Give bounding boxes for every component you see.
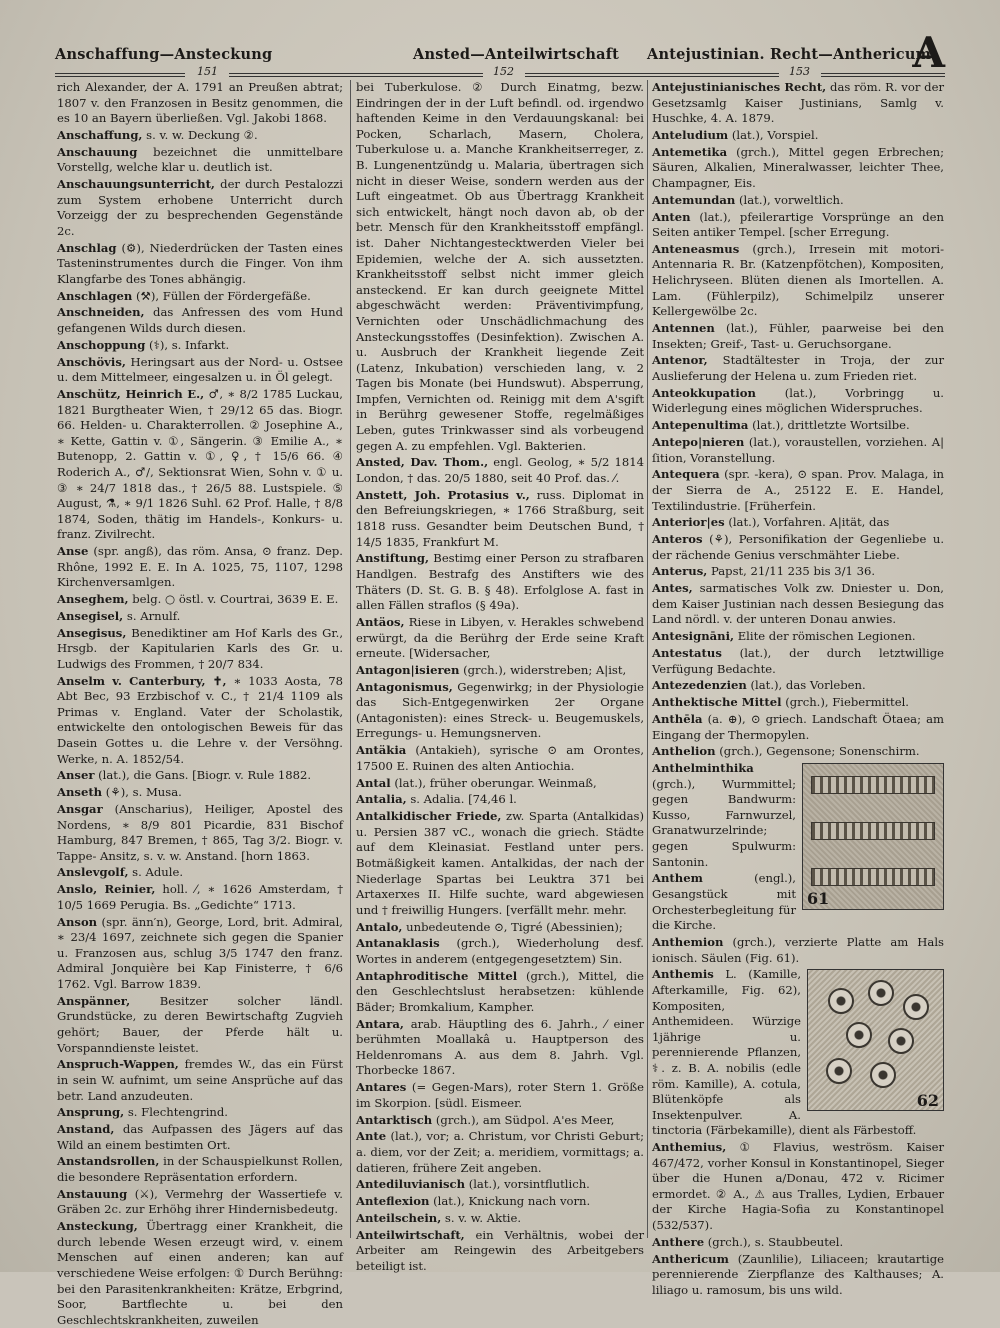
page-number-bar xyxy=(55,66,945,80)
entry-headword: Anteflexion xyxy=(356,1194,430,1209)
dictionary-entry xyxy=(356,776,644,792)
dictionary-entry xyxy=(652,435,944,466)
entry-text: (grch.), Irresein mit motori- Antennaria R. Br. (Katzenpfötchen), Kompositen, Helichryseen. Blüten dienen als Imortellen. A. Lam. (Fühlerpilz), Schimelpilz unserer Kellergewölbe 2c. xyxy=(652,241,944,319)
page-number-3: 153 xyxy=(789,65,810,78)
entry-text: (Anscharius), Heiliger, Apostel des Nordens, ∗ 8/9 801 Picardie, 831 Bischof Hamburg, 847 Bremen, † 865, Tag 3/2. Biogr. v. Tappe- Ansitz, s. v. w. Anstand. [horn 1863. xyxy=(57,801,343,863)
entry-text: s. v. w. Deckung ②. xyxy=(142,127,258,142)
entry-text: rich Alexander, der A. 1791 an Preußen abtrat; 1807 v. den Franzosen in Besitz genommen, die es 10 an Bayern überließen. Vgl. Jakobi 1868. xyxy=(57,80,343,126)
dictionary-entry xyxy=(57,289,343,305)
dictionary-entry xyxy=(356,920,644,936)
dictionary-entry xyxy=(57,355,343,386)
entry-text: (lat.), Fühler, paarweise bei den Insekten; Greif-, Tast- u. Geruchsorgane. xyxy=(652,321,944,351)
entry-text: s. Arnulf. xyxy=(123,608,181,623)
header-center: Ansted—Anteilwirtschaft xyxy=(413,46,620,63)
entry-headword: Anterus, xyxy=(652,564,708,579)
flower-head xyxy=(828,988,854,1014)
rule xyxy=(55,73,185,74)
entry-text: (lat.), vorweltlich. xyxy=(735,192,844,207)
dictionary-entry xyxy=(356,792,644,808)
entry-headword: Ansteckung, xyxy=(57,1219,138,1234)
entry-headword: Anteludium xyxy=(652,127,729,142)
entry-text: (lat.), die Gans. [Biogr. v. Rule 1882. xyxy=(94,768,312,783)
entry-text: (lat.), Vorfahren. A|ität, das xyxy=(724,515,890,530)
dictionary-entry xyxy=(57,1105,343,1121)
entry-headword: Antalia, xyxy=(356,792,407,807)
entry-text: engl. Geolog, ∗ 5/2 1814 London, † das. 20/5 1880, seit 40 Prof. das. ⁄. xyxy=(356,455,644,486)
entry-headword: Antanaklasis xyxy=(356,936,440,951)
entry-headword: Anten xyxy=(652,209,691,224)
entry-text: (lat.), Knickung nach vorn. xyxy=(429,1194,591,1209)
dictionary-entry xyxy=(57,544,343,591)
entry-headword: Anschütz, Heinrich E., xyxy=(57,386,205,401)
entry-text: (Antakieh), syrische ⊙ am Orontes, 17500 E. Ruinen des alten Antiochia. xyxy=(356,743,644,773)
entry-text: das Anfressen des vom Hund gefangenen Wilds durch diesen. xyxy=(57,305,343,336)
entry-text: in der Schauspielkunst Rollen, die besondere Repräsentation erfordern. xyxy=(57,1154,343,1185)
entry-text: (grch.), Wurmmittel; gegen Bandwurm: Kusso, Farnwurzel, Granatwurzelrinde; gegen Spulwurm: Santonin. xyxy=(652,776,796,869)
dictionary-entry xyxy=(57,592,343,608)
dictionary-entry xyxy=(652,321,944,352)
entry-headword: Antemundan xyxy=(652,192,736,207)
entry-headword: Anson xyxy=(57,914,98,929)
entry-text: Benediktiner am Hof Karls des Gr., Hrsgb. der Kapitularien Karls des Gr. u. Ludwigs des Frommen, † 20/7 834. xyxy=(57,625,343,671)
entry-text: (lat.), das Vorleben. xyxy=(746,678,866,693)
entry-headword: Antediluvianisch xyxy=(356,1177,466,1192)
entry-text: (lat.), der durch letztwillige Verfügung Bedachte. xyxy=(652,645,944,676)
entry-text: (grch.), am Südpol. A'es Meer, xyxy=(432,1112,615,1127)
ornament-band xyxy=(811,776,935,794)
entry-headword: Anseth xyxy=(57,785,103,800)
column-2 xyxy=(356,80,644,1273)
entry-text: (⚕), s. Infarkt. xyxy=(145,337,230,352)
dictionary-entry xyxy=(57,882,343,913)
entry-headword: Anteros xyxy=(652,532,703,547)
dictionary-entry xyxy=(356,551,644,613)
entry-text: russ. Diplomat in den Befreiungskriegen, ∗ 1766 Straßburg, seit 1818 russ. Gesandter beim Deutschen Bund, † 14/5 1835, Frankfurt M. xyxy=(356,487,644,549)
entry-headword: Antenor, xyxy=(652,353,708,368)
entry-headword: Anser xyxy=(57,768,95,783)
entry-text: Elite der römischen Legionen. xyxy=(734,629,916,644)
dictionary-entry xyxy=(356,680,644,742)
entry-text: unbedeutende ⊙, Tigré (Abessinien); xyxy=(402,919,623,934)
entry-headword: Antares xyxy=(356,1080,407,1095)
figure-61-label: 61 xyxy=(807,889,830,909)
entry-text: das Aufpassen des Jägers auf das Wild an einem bestimten Ort. xyxy=(57,1122,343,1152)
entry-headword: Ansprung, xyxy=(57,1105,125,1120)
entry-headword: Anthere xyxy=(652,1234,705,1249)
entry-headword: Ansegisus, xyxy=(57,625,127,640)
dictionary-entry xyxy=(652,712,944,743)
entry-text: der durch Pestalozzi zum System erhobene Unterricht durch Vorzeigg der zu besprechenden Gegenstände 2c. xyxy=(57,177,343,238)
dictionary-entry xyxy=(57,305,343,336)
entry-text: Bestimg einer Person zu strafbaren Handlgen. Bestrafg des Anstifters wie des Thäters (D. St. G. B. § 48). Erfolglose A. fast in allen Fällen straflos (§ 49a). xyxy=(356,551,644,613)
dictionary-entry xyxy=(356,455,644,486)
entry-headword: Anthemion xyxy=(652,934,724,949)
entry-headword: Anschauung xyxy=(57,144,138,159)
dictionary-entry xyxy=(652,744,944,760)
entry-text: (spr. -kera), ⊙ span. Prov. Malaga, in der Sierra de A., 25122 E. E. Handel, Textilindustrie. [Früherfein. xyxy=(652,467,944,513)
dictionary-entry xyxy=(57,1057,343,1104)
entry-text: (engl.), Gesangstück mit Orchesterbegleitung für die Kirche. xyxy=(652,871,796,933)
flower-head xyxy=(903,994,929,1020)
flower-head xyxy=(846,1022,872,1048)
entry-text: (lat.), Vorspiel. xyxy=(728,127,819,142)
entry-headword: Ansegisel, xyxy=(57,608,124,623)
entry-headword: Ante xyxy=(356,1129,387,1144)
entry-headword: Antepenultima xyxy=(652,418,749,433)
dictionary-entry xyxy=(356,743,644,774)
dictionary-entry xyxy=(652,1235,944,1251)
entry-headword: Antalkidischer Friede, xyxy=(356,809,502,824)
entry-text: arab. Häuptling des 6. Jahrh., ⁄ einer berühmten Moallakâ u. Hauptperson des Heldenromans A. aus dem 8. Jahrh. Vgl. Thorbecke 1867. xyxy=(356,1016,644,1078)
dictionary-entry xyxy=(57,915,343,993)
entry-text: (grch.), widerstreben; A|ist, xyxy=(459,662,627,677)
entry-text: Riese in Libyen, v. Herakles schwebend erwürgt, da die Berührg der Erde seine Kraft erneute. [Widersacher, xyxy=(356,614,644,661)
dictionary-entry xyxy=(652,418,944,434)
rule xyxy=(229,76,483,77)
entry-headword: Anslo, Reinier, xyxy=(57,882,156,897)
column-3 xyxy=(652,80,945,1297)
dictionary-entry xyxy=(57,338,343,354)
rule xyxy=(55,76,185,77)
entry-text: (Zaunlilie), Liliaceen; krautartige perennierende Zierpflanze des Kalthauses; A. liliago u. ramosum, bis uns wild. xyxy=(652,1251,944,1297)
page-number-2: 152 xyxy=(493,65,514,78)
entry-text: s. Adalia. [74,46 l. xyxy=(406,792,517,807)
entry-headword: Anthemis xyxy=(652,967,714,982)
entry-continuation xyxy=(356,80,644,454)
dictionary-entry xyxy=(356,615,644,662)
dictionary-entry xyxy=(57,626,343,673)
entry-headword: Antepo|nieren xyxy=(652,434,745,449)
entry-text: holl. ⁄, ∗ 1626 Amsterdam, † 10/5 1669 Perugia. Bs. „Gedichte“ 1713. xyxy=(57,882,343,912)
entry-headword: Antennen xyxy=(652,321,715,336)
entry-headword: Antejustinianisches Recht, xyxy=(652,80,827,94)
dictionary-entry xyxy=(652,145,944,192)
dictionary-entry xyxy=(57,241,343,288)
entry-headword: Antesignāni, xyxy=(652,629,735,644)
entry-headword: Antalo, xyxy=(356,919,403,934)
entry-headword: Anthelminthika xyxy=(652,761,754,776)
dictionary-entry xyxy=(356,1017,644,1079)
entry-text: (a. ⊕), ⊙ griech. Landschaft Ötaea; am Eingang der Thermopylen. xyxy=(652,711,944,742)
entry-text: s. v. w. Aktie. xyxy=(441,1210,522,1225)
entry-headword: Antaphroditische Mittel xyxy=(356,968,518,983)
dictionary-entry xyxy=(652,646,944,677)
column-divider xyxy=(647,80,648,1238)
rule xyxy=(525,76,779,77)
dictionary-entry xyxy=(57,674,343,768)
entry-headword: Anthemius, xyxy=(652,1140,727,1155)
flower-head xyxy=(826,1058,852,1084)
entry-headword: Anthem xyxy=(652,871,703,886)
rule xyxy=(821,73,945,74)
dictionary-entry xyxy=(57,785,343,801)
dictionary-entry xyxy=(57,994,343,1056)
entry-text: (lat.), vorsintflutlich. xyxy=(465,1177,590,1192)
dictionary-entry xyxy=(57,145,343,176)
dictionary-entry xyxy=(356,969,644,1016)
dictionary-entry xyxy=(57,1122,343,1153)
dictionary-entry xyxy=(356,1080,644,1111)
entry-text: (⚘), Personifikation der Gegenliebe u. der rächende Genius verschmähter Liebe. xyxy=(652,532,944,562)
entry-text: zw. Sparta (Antalkidas) u. Persien 387 vC., wonach die griech. Städte auf dem Kleinasiat. Festland unter pers. Botmäßigkeit kamen. Antalkidas, der nach der Niederlage Spartas bei Leuktra 371 bei Artaxerxes II. Hilfe suchte, ward abgewiesen und † freiwillig Hungers. [verfällt mehr. mehr. xyxy=(356,809,644,917)
chamomile-illustration xyxy=(807,969,944,1111)
entry-headword: Antäos, xyxy=(356,614,405,629)
entry-text: Papst, 21/11 235 bis 3/1 36. xyxy=(707,564,876,579)
entry-headword: Ansted, Dav. Thom., xyxy=(356,455,489,470)
entry-headword: Antal xyxy=(356,775,391,790)
dictionary-entry xyxy=(652,386,944,417)
entry-headword: Anschövis, xyxy=(57,354,126,369)
dictionary-entry xyxy=(652,564,944,580)
entry-text: bei Tuberkulose. ② Durch Einatmg, bezw. Eindringen der in der Luft befindl. od. irgendwo haftenden Keime in den Verdauungskanal: bei Pocken, Scharlach, Masern, Cholera, Tuberkulose u. a. Manche Krankheitserreger, z. B. Lungenentzündg u. Malaria, übertragen sich nicht in dieser Weise, sondern werden aus der Luft eingeatmet. Ob aus Übertragg Krankheit sich entwickelt, hängt noch davon ab, ob der betr. Mensch für den Krankheitsstoff empfängl. ist. Daher Nichtangestecktwerden Vieler bei Epidemien, welche der A. sich aussetzten. Krankheitsstoff selbst nicht immer gleich ansteckend. Er kan durch geeignete Mittel abgeschwächt werden: Präventivimpfung, Vernichten oder Unschädlichmachung des Ansteckungsstoffes (Desinfektion). Zwischen A. u. Ausbruch der Krankheit liegende Zeit (Latenz, Inkubation) verschieden lang, v. 2 Tagen bis Monate (bei Hundswut). Absperrung, Impfen, Vernichten od. Reinigg mit dem A'sgift in Berührg gewesener Stoffe, regelmäßiges Leben, gutes Trinkwasser sind als vorbeugend gegen A. zu empfehlen. Vgl. Bakterien. xyxy=(356,80,644,453)
entry-text: (grch.), Wiederholung desf. Wortes in anderem (entgegengesetztem) Sin. xyxy=(356,936,644,966)
entry-text: Gegenwirkg; in der Physiologie das Sich-Entgegenwirken 2er Organe (Antagonisten): eines Streck- u. Beugemuskels, Erregungs- u. Hemungsnerven. xyxy=(356,679,644,741)
entry-text: (⚙), Niederdrücken der Tasten eines Tasteninstrumentes durch die Finger. Von ihm Klangfarbe des Tones abhängig. xyxy=(57,240,343,286)
entry-text: (⚔), Vermehrg der Wassertiefe v. Gräben 2c. zur Erhöhg ihrer Hindernisbedeutg. xyxy=(57,1186,343,1217)
entry-text: belg. ○ östl. v. Courtrai, 3639 E. E. xyxy=(128,592,339,607)
entry-text: (grch.), Fiebermittel. xyxy=(781,695,909,710)
entry-headword: Anstett, Joh. Protasius v., xyxy=(356,487,530,502)
entry-text: ♂, ∗ 8/2 1785 Luckau, 1821 Burgtheater Wien, † 29/12 65 das. Biogr. 66. Helden- u. Charakterrollen. ② Josephine A., ∗ Kette, Gattin v. ①, Sängerin. ③ Emilie A., ∗ Butenopp, 2. Gattin v. ①, ♀, † 15/6 66. ④ Roderich A., ♂/, Sektionsrat Wien, Sohn v. ① u. ③ ∗ 24/7 1818 das., † 26/5 88. Lustspiele. ⑤ August, ⚗, ∗ 9/1 1826 Suhl. 62 Prof. Halle, † 8/8 1874, Soden, thätig im Handels-, Konkurs- u. franz. Zivilrecht. xyxy=(57,386,343,542)
flower-head xyxy=(870,1062,896,1088)
entry-text: (lat.), vor; a. Christum, vor Christi Geburt; a. diem, vor der Zeit; a. meridiem, vormittags; a. datieren, frühere Zeit angeben. xyxy=(356,1129,644,1175)
flower-head xyxy=(888,1028,914,1054)
entry-text: (spr. angß), das röm. Ansa, ⊙ franz. Dep. Rhône, 1992 E. E. In A. 1025, 75, 1107, 1298 Kirchenversamlgen. xyxy=(57,544,343,590)
dictionary-entry xyxy=(57,177,343,239)
dictionary-entry xyxy=(57,1154,343,1185)
entry-text: (spr. änn′n), George, Lord, brit. Admiral, ∗ 23/4 1697, zeichnete sich gegen die Spanier u. Franzosen aus, schlug 3/5 1747 den franz. Admiral Jonquière bei Kap Finisterre, † 6/6 1762. Vgl. Barrow 1839. xyxy=(57,914,343,991)
dictionary-entry xyxy=(57,1219,343,1328)
entry-text: bezeichnet die unmittelbare Vorstellg, welche klar u. deutlich ist. xyxy=(57,144,343,175)
entry-headword: Anthericum xyxy=(652,1251,729,1266)
dictionary-entry xyxy=(652,128,944,144)
dictionary-entry xyxy=(652,1140,944,1234)
entry-headword: Anterior|es xyxy=(652,515,725,530)
entry-text: (grch.), Gegensone; Sonenschirm. xyxy=(715,744,920,759)
entry-headword: Antestatus xyxy=(652,645,722,660)
dictionary-entry xyxy=(57,802,343,864)
dictionary-entry xyxy=(652,515,944,531)
header-left: Anschaffung—Ansteckung xyxy=(55,46,273,63)
entry-text: (lat.), früher oberungar. Weinmaß, xyxy=(390,775,597,790)
anthemion-illustration xyxy=(802,763,944,910)
entry-headword: Anteneasmus xyxy=(652,241,740,256)
entry-text: ∗ 1033 Aosta, 78 Abt Bec, 93 Erzbischof v. C., † 21/4 1109 als Primas v. England. Vater der Scholastik, entwickelte den ontologischen Beweis für das Dasein Gottes u. die Lehre v. der Versöhng. Werke, n. A. 1852/54. xyxy=(57,673,343,766)
entry-text: (lat.), voraustellen, vorziehen. A|ſition, Voranstellung. xyxy=(652,434,944,465)
entry-headword: Anseghem, xyxy=(57,592,129,607)
dictionary-entry xyxy=(652,80,944,127)
page-number-1: 151 xyxy=(197,65,218,78)
entry-headword: Antes, xyxy=(652,581,693,596)
entry-text: (lat.), drittletzte Wortsilbe. xyxy=(748,418,910,433)
entry-continuation xyxy=(57,80,343,127)
dictionary-entry xyxy=(652,581,944,628)
entry-headword: Anschlag xyxy=(57,240,117,255)
entry-text: Heringsart aus der Nord- u. Ostsee u. dem Mittelmeer, eingesalzen u. in Öl gelegt. xyxy=(57,354,343,385)
entry-text: Stadtältester in Troja, der zur Auslieferung der Helena u. zum Frieden riet. xyxy=(652,353,944,383)
entry-headword: Anslevgolf, xyxy=(57,865,129,880)
entry-headword: Antemetika xyxy=(652,144,728,159)
entry-headword: Anstand, xyxy=(57,1122,115,1137)
dictionary-entry xyxy=(652,210,944,241)
dictionary-entry xyxy=(57,1187,343,1218)
entry-headword: Antagonismus, xyxy=(356,679,453,694)
section-letter: A xyxy=(912,28,945,77)
entry-text: ein Verhältnis, wobei der Arbeiter am Reingewin des Arbeitgebers beteiligt ist. xyxy=(356,1227,644,1273)
ornament-band xyxy=(811,822,935,840)
dictionary-entry xyxy=(652,1252,944,1299)
entry-headword: Anse xyxy=(57,544,89,559)
entry-headword: Antara, xyxy=(356,1016,404,1031)
dictionary-entry xyxy=(356,663,644,679)
rule xyxy=(229,73,483,74)
dictionary-entry xyxy=(356,1211,644,1227)
entry-text: das röm. R. vor der Gesetzsamlg Kaiser Justinians, Samlg v. Huschke, 4. A. 1879. xyxy=(652,80,945,126)
column-divider xyxy=(350,80,351,1238)
dictionary-entry xyxy=(652,467,944,514)
dictionary-entry xyxy=(356,488,644,550)
dictionary-entry xyxy=(652,353,944,384)
entry-headword: Antezedenzien xyxy=(652,678,747,693)
column-1 xyxy=(57,80,343,1327)
entry-text: s. Flechtengrind. xyxy=(124,1105,228,1120)
dictionary-entry xyxy=(57,387,343,543)
entry-text: (lat.), pfeilerartige Vorsprünge an den Seiten antiker Tempel. [scher Erregung. xyxy=(652,209,944,240)
entry-headword: Anteokkupation xyxy=(652,385,756,400)
header-right: Antejustinian. Recht—Anthericum xyxy=(647,46,932,63)
entry-text: (lat.), Vorbringg u. Widerlegung eines möglichen Widerspruches. xyxy=(652,385,944,416)
entry-headword: Anschaffung, xyxy=(57,127,143,142)
entry-text: L. (Kamille, Afterkamille, Fig. 62), Kompositen, Anthemideen. Würzige 1jährige u. perennierende Pflanzen, ⚕. z. B. A. nobilis (edle röm. Kamille), A. cotula, Blütenköpfe als Insektenpulver. A. tinctoria (Färbekamille), dient als Färbestoff. xyxy=(652,967,917,1138)
dictionary-entry xyxy=(652,629,944,645)
rule xyxy=(525,73,779,74)
dictionary-entry xyxy=(652,678,944,694)
dictionary-entry xyxy=(652,695,944,711)
flower-head xyxy=(868,980,894,1006)
entry-headword: Antequera xyxy=(652,467,720,482)
entry-text: (⚒), Füllen der Fördergefäße. xyxy=(132,288,311,303)
figure-62-label: 62 xyxy=(916,1090,939,1110)
entry-headword: Anstauung xyxy=(57,1186,128,1201)
entry-headword: Anthēla xyxy=(652,711,703,726)
entry-headword: Anteilschein, xyxy=(356,1210,442,1225)
entry-text: (= Gegen-Mars), roter Stern 1. Größe im Skorpion. [südl. Eismeer. xyxy=(356,1080,644,1110)
entry-headword: Anschlagen xyxy=(57,288,133,303)
ornament-band xyxy=(811,868,935,886)
entry-headword: Anselm v. Canterbury, ✝, xyxy=(57,673,227,688)
dictionary-entry xyxy=(356,1194,644,1210)
entry-headword: Antagon|isieren xyxy=(356,662,460,677)
dictionary-entry xyxy=(57,768,343,784)
entry-text: sarmatisches Volk zw. Dniester u. Don, dem Kaiser Justinian nach dessen Besiegung das Land nördl. v. der unteren Donau anwies. xyxy=(652,581,944,627)
entry-headword: Antarktisch xyxy=(356,1112,433,1127)
rule xyxy=(821,76,945,77)
dictionary-entry xyxy=(57,865,343,881)
dictionary-entry xyxy=(652,935,944,966)
entry-headword: Anschneiden, xyxy=(57,305,145,320)
dictionary-entry xyxy=(57,128,343,144)
dictionary-entry xyxy=(356,1129,644,1176)
entry-text: fremdes W., das ein Fürst in sein W. aufnimt, um seine Ansprüche auf das betr. Land anzudeuten. xyxy=(57,1057,343,1103)
entry-text: (grch.), s. Staubbeutel. xyxy=(704,1234,844,1249)
entry-headword: Anspänner, xyxy=(57,993,131,1008)
entry-headword: Anthektische Mittel xyxy=(652,695,782,710)
entry-headword: Anteilwirtschaft, xyxy=(356,1227,465,1242)
dictionary-entry xyxy=(57,609,343,625)
entry-headword: Antäkia xyxy=(356,743,407,758)
entry-headword: Anspruch-Wappen, xyxy=(57,1057,179,1072)
dictionary-entry xyxy=(356,1113,644,1129)
entry-headword: Anthelion xyxy=(652,744,716,759)
entry-headword: Anstiftung, xyxy=(356,551,430,566)
dictionary-entry xyxy=(356,809,644,918)
dictionary-entry xyxy=(356,1177,644,1193)
entry-text: Besitzer solcher ländl. Grundstücke, zu deren Bewirtschaftg Zugvieh gehört; Bauer, der Pferde hält u. Vorspanndienste leistet. xyxy=(57,993,343,1055)
entry-text: s. Adule. xyxy=(128,865,184,880)
entry-text: (⚘), s. Musa. xyxy=(102,785,182,800)
entry-headword: Anschoppung xyxy=(57,337,146,352)
entry-text: ① Flavius, weströsm. Kaiser 467/472, vorher Konsul in Konstantinopel, Sieger über die Hunen a/Donau, 472 v. Ricimer ermordet. ② A., ⚠ aus Tralles, Lydien, Erbauer der Kirche Hagia-Sofia zu Konstantinopel (532/537). xyxy=(652,1140,944,1233)
entry-text: (grch.), Mittel, die den Geschlechtslust herabsetzen: kühlende Bäder; Bromkalium, Kampher. xyxy=(356,968,644,1014)
entry-text: (grch.), Mittel gegen Erbrechen; Säuren, Alkalien, Mineralwasser, leichter Thee, Champagner, Eis. xyxy=(652,144,944,190)
entry-headword: Ansgar xyxy=(57,801,103,816)
dictionary-entry xyxy=(356,936,644,967)
dictionary-entry xyxy=(652,242,944,320)
entry-text: (grch.), verzierte Platte am Hals ionisch. Säulen (Fig. 61). xyxy=(652,934,944,965)
entry-text: Übertragg einer Krankheit, die durch lebende Wesen erzeugt wird, v. einem Menschen auf einen anderen; kan auf verschiedene Weise erfolgen: ① Durch Berühng: bei den Parasitenkrankheiten: Krätze, Erbgrind, Soor, Bartflechte u. bei den Geschlechtskrankheiten, zuweilen xyxy=(57,1219,343,1327)
dictionary-entry xyxy=(652,193,944,209)
entry-headword: Anschauungsunterricht, xyxy=(57,177,215,192)
entry-headword: Anstandsrollen, xyxy=(57,1154,160,1169)
dictionary-entry xyxy=(356,1228,644,1275)
dictionary-entry xyxy=(652,532,944,563)
